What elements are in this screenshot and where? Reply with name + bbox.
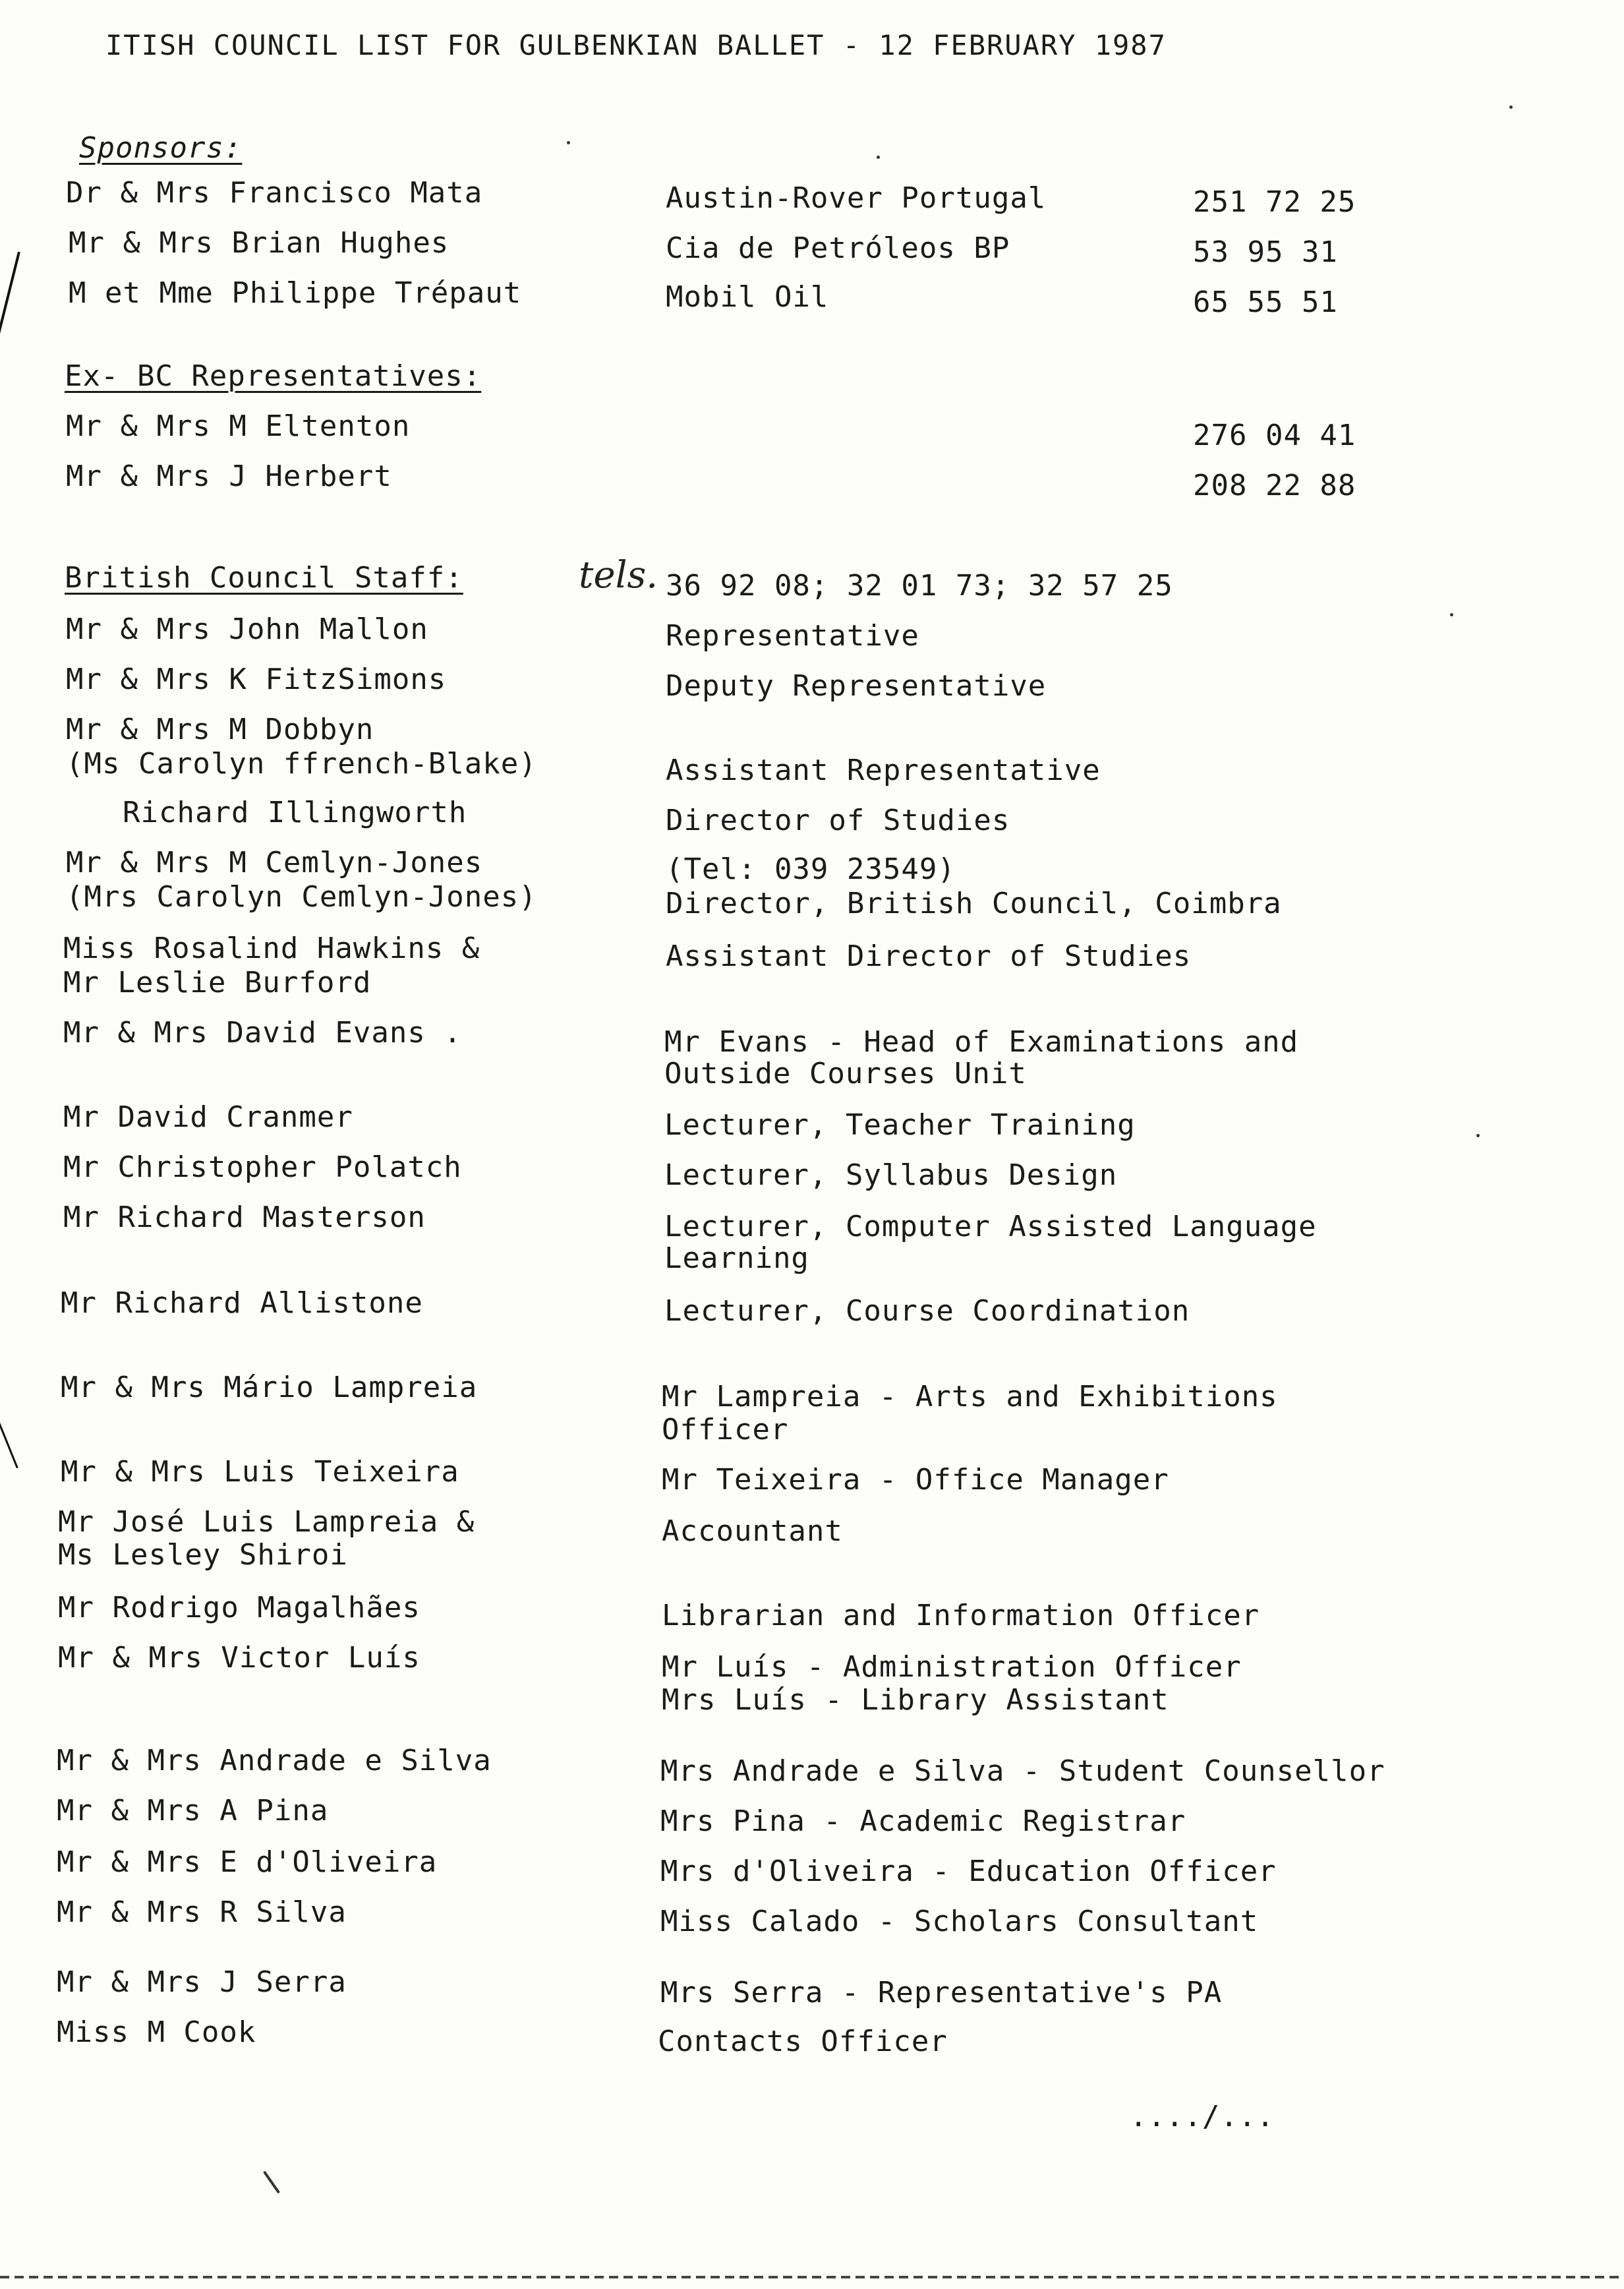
staff-role: Deputy Representative — [666, 669, 1047, 703]
page-continuation-mark: ..../... — [1130, 2100, 1275, 2133]
staff-name: Mr & Mrs Mário Lampreia — [61, 1371, 478, 1404]
staff-name: Mr & Mrs A Pina — [57, 1794, 329, 1828]
ex-rep-phone: 208 22 88 — [1193, 469, 1356, 502]
scan-bottom-edge — [0, 2276, 1624, 2278]
staff-name: Mr Rodrigo Magalhães — [58, 1591, 420, 1624]
staff-role: Accountant — [662, 1514, 843, 1548]
staff-phone-numbers: 36 92 08; 32 01 73; 32 57 25 — [666, 569, 1173, 603]
staff-role: Mr Evans - Head of Examinations and — [664, 1025, 1299, 1059]
staff-name: Mr & Mrs M Dobbyn — [66, 713, 374, 746]
ex-rep-phone: 276 04 41 — [1193, 419, 1356, 452]
staff-name-secondary: Mr Leslie Burford — [63, 966, 372, 999]
staff-role-secondary: Director, British Council, Coimbra — [666, 887, 1282, 920]
staff-name-secondary: Ms Lesley Shiroi — [58, 1538, 348, 1572]
staff-role: Assistant Director of Studies — [666, 939, 1192, 973]
staff-role-secondary: Officer — [662, 1413, 789, 1446]
staff-name: Mr & Mrs E d'Oliveira — [57, 1845, 438, 1879]
scan-speck — [1450, 613, 1453, 616]
staff-name: Miss M Cook — [57, 2015, 256, 2049]
sponsor-org: Austin-Rover Portugal — [666, 181, 1047, 215]
staff-name: Mr & Mrs J Serra — [57, 1965, 347, 1999]
sponsor-org: Mobil Oil — [666, 280, 829, 314]
staff-name: Mr David Cranmer — [63, 1100, 353, 1134]
sponsor-phone: 53 95 31 — [1193, 235, 1338, 269]
staff-role: Mr Teixeira - Office Manager — [662, 1463, 1169, 1497]
scan-speck — [1476, 1134, 1480, 1137]
scan-speck — [1509, 105, 1513, 109]
staff-name: Miss Rosalind Hawkins & — [63, 932, 480, 965]
staff-role: Mrs Pina - Academic Registrar — [660, 1804, 1186, 1838]
document-title: ITISH COUNCIL LIST FOR GULBENKIAN BALLET - 12 FEBRUARY 1987 — [105, 29, 1167, 61]
staff-name: Mr Richard Allistone — [61, 1286, 423, 1320]
sponsor-org: Cia de Petróleos BP — [666, 231, 1010, 265]
staff-role: Lecturer, Teacher Training — [664, 1108, 1136, 1142]
staff-role-secondary: Learning — [664, 1241, 809, 1275]
staff-role: Representative — [666, 619, 919, 653]
staff-role: Lecturer, Computer Assisted Language — [664, 1210, 1317, 1243]
staff-name: Mr & Mrs M Cemlyn-Jones — [66, 846, 483, 879]
ex-rep-name: Mr & Mrs M Eltenton — [66, 409, 411, 443]
margin-pen-stroke — [0, 1413, 18, 1469]
scan-speck — [877, 156, 880, 159]
sponsor-name: M et Mme Philippe Trépaut — [69, 276, 522, 310]
sponsor-name: Dr & Mrs Francisco Mata — [66, 176, 483, 210]
sponsor-phone: 65 55 51 — [1193, 285, 1338, 319]
staff-role: Mrs Andrade e Silva - Student Counsellor — [660, 1754, 1385, 1788]
staff-name: Mr & Mrs David Evans . — [63, 1016, 462, 1050]
staff-role: Contacts Officer — [658, 2025, 948, 2058]
staff-role: Lecturer, Syllabus Design — [664, 1158, 1118, 1192]
staff-name: Mr & Mrs Andrade e Silva — [57, 1744, 492, 1777]
staff-name: Mr & Mrs K FitzSimons — [66, 663, 447, 696]
staff-name: Mr José Luis Lampreia & — [58, 1505, 475, 1539]
handwritten-tels-note: tels. — [579, 554, 658, 597]
staff-name: Richard Illingworth — [123, 796, 467, 829]
section-heading-ex-representatives: Ex- BC Representatives: — [65, 359, 482, 393]
staff-name-secondary: (Mrs Carolyn Cemlyn-Jones) — [66, 880, 537, 914]
margin-pen-stroke — [0, 252, 20, 342]
scan-mark — [263, 2170, 280, 2193]
ex-rep-name: Mr & Mrs J Herbert — [66, 460, 392, 493]
sponsor-name: Mr & Mrs Brian Hughes — [69, 226, 450, 260]
staff-name-secondary: (Ms Carolyn ffrench-Blake) — [66, 747, 537, 781]
staff-name: Mr Richard Masterson — [63, 1201, 426, 1234]
sponsor-phone: 251 72 25 — [1193, 185, 1356, 219]
staff-role: Mrs d'Oliveira - Education Officer — [660, 1855, 1277, 1888]
scan-speck — [567, 141, 570, 144]
staff-role-secondary: Outside Courses Unit — [664, 1057, 1027, 1090]
staff-name: Mr Christopher Polatch — [63, 1150, 462, 1184]
staff-role: (Tel: 039 23549) — [666, 852, 956, 886]
staff-role: Mr Lampreia - Arts and Exhibitions — [662, 1380, 1278, 1413]
staff-role: Director of Studies — [666, 804, 1010, 837]
staff-role: Miss Calado - Scholars Consultant — [660, 1905, 1259, 1938]
section-heading-staff: British Council Staff: — [65, 561, 463, 595]
staff-name: Mr & Mrs Luis Teixeira — [61, 1455, 459, 1489]
staff-name: Mr & Mrs Victor Luís — [58, 1641, 420, 1675]
staff-name: Mr & Mrs John Mallon — [66, 612, 428, 646]
section-heading-sponsors: Sponsors: — [79, 131, 243, 165]
staff-role: Mr Luís - Administration Officer — [662, 1650, 1242, 1684]
staff-role: Lecturer, Course Coordination — [664, 1294, 1190, 1328]
staff-role-secondary: Mrs Luís - Library Assistant — [662, 1683, 1169, 1717]
staff-name: Mr & Mrs R Silva — [57, 1895, 347, 1929]
staff-role: Mrs Serra - Representative's PA — [660, 1976, 1223, 2009]
staff-role: Librarian and Information Officer — [662, 1599, 1260, 1632]
staff-role: Assistant Representative — [666, 754, 1101, 787]
